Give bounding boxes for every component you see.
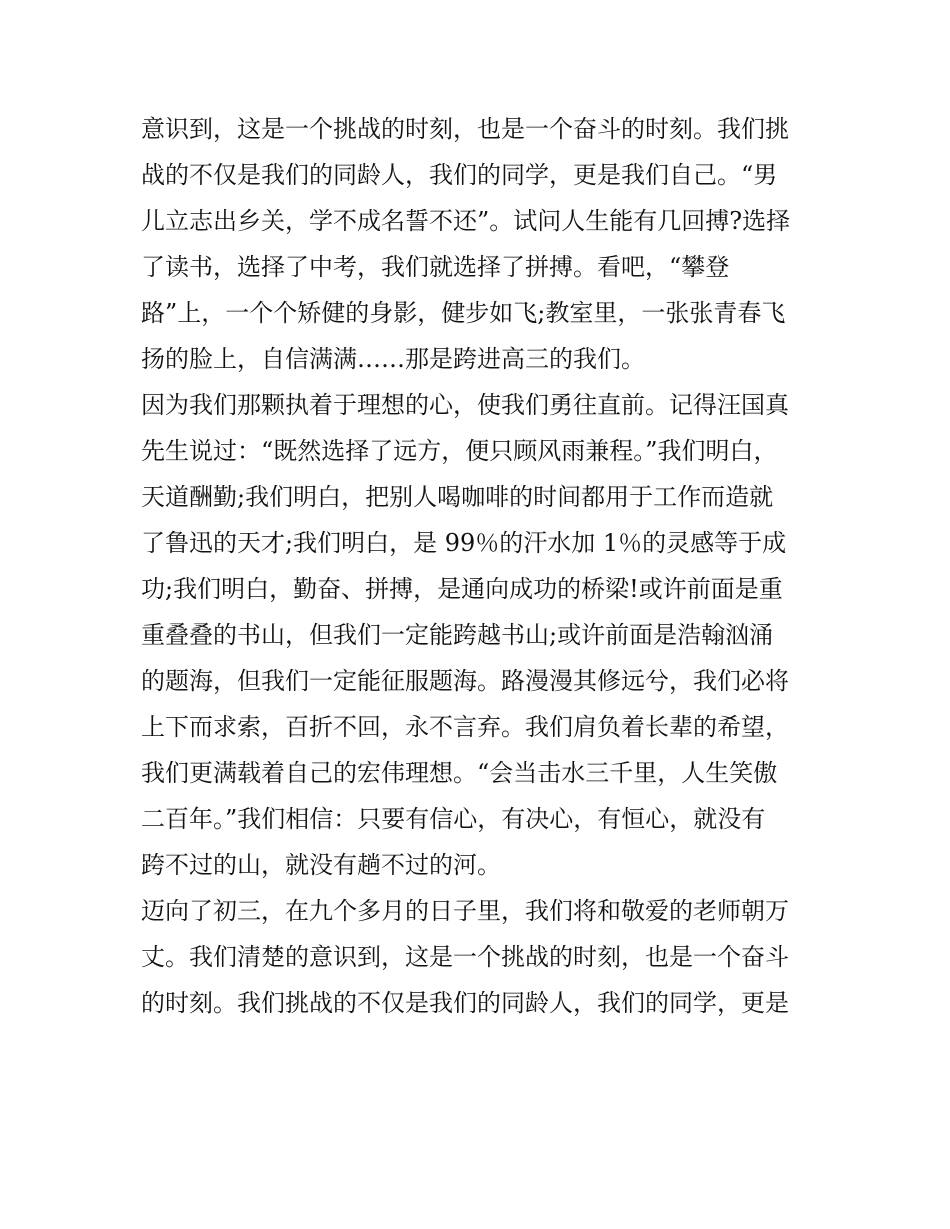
text-line: 我们更满载着自己的宏伟理想。“会当击水三千里，人生笑傲 — [141, 759, 778, 787]
text-line: 了读书，选择了中考，我们就选择了拼搏。看吧，“攀登 — [141, 253, 730, 281]
text-line: 战的不仅是我们的同龄人，我们的同学，更是我们自己。“男 — [141, 161, 778, 189]
text-line: 二百年。”我们相信：只要有信心，有决心，有恒心，就没有 — [141, 805, 766, 833]
text-line: 迈向了初三，在九个多月的日子里，我们将和敬爱的老师朝万 — [141, 897, 789, 925]
text-line: 跨不过的山，就没有趟不过的河。 — [141, 851, 501, 879]
text-line: 因为我们那颗执着于理想的心，使我们勇往直前。记得汪国真 — [141, 391, 789, 419]
text-line: 功;我们明白，勤奋、拼搏，是通向成功的桥梁!或许前面是重 — [141, 575, 783, 603]
text-line: 的题海，但我们一定能征服题海。路漫漫其修远兮，我们必将 — [141, 667, 789, 695]
text-line: 上下而求索，百折不回，永不言弃。我们肩负着长辈的希望， — [141, 713, 789, 741]
text-line: 丈。我们清楚的意识到，这是一个挑战的时刻，也是一个奋斗 — [141, 943, 789, 971]
text-line: 了鲁迅的天才;我们明白，是 99％的汗水加 1％的灵感等于成 — [141, 529, 787, 557]
text-line: 路”上，一个个矫健的身影，健步如飞;教室里，一张张青春飞 — [141, 299, 786, 327]
text-line: 儿立志出乡关，学不成名誓不还”。试问人生能有几回搏?选择 — [141, 207, 791, 235]
document-body — [141, 106, 821, 1026]
text-line: 重叠叠的书山，但我们一定能跨越书山;或许前面是浩翰汹涌 — [141, 621, 774, 649]
text-line: 的时刻。我们挑战的不仅是我们的同龄人，我们的同学，更是 — [141, 989, 789, 1017]
text-line: 意识到，这是一个挑战的时刻，也是一个奋斗的时刻。我们挑 — [141, 115, 789, 143]
text-line: 扬的脸上，自信满满……那是跨进高三的我们。 — [141, 345, 645, 373]
text-line: 先生说过：“既然选择了远方，便只顾风雨兼程。”我们明白， — [141, 437, 778, 465]
text-line: 天道酬勤;我们明白，把别人喝咖啡的时间都用于工作而造就 — [141, 483, 774, 511]
